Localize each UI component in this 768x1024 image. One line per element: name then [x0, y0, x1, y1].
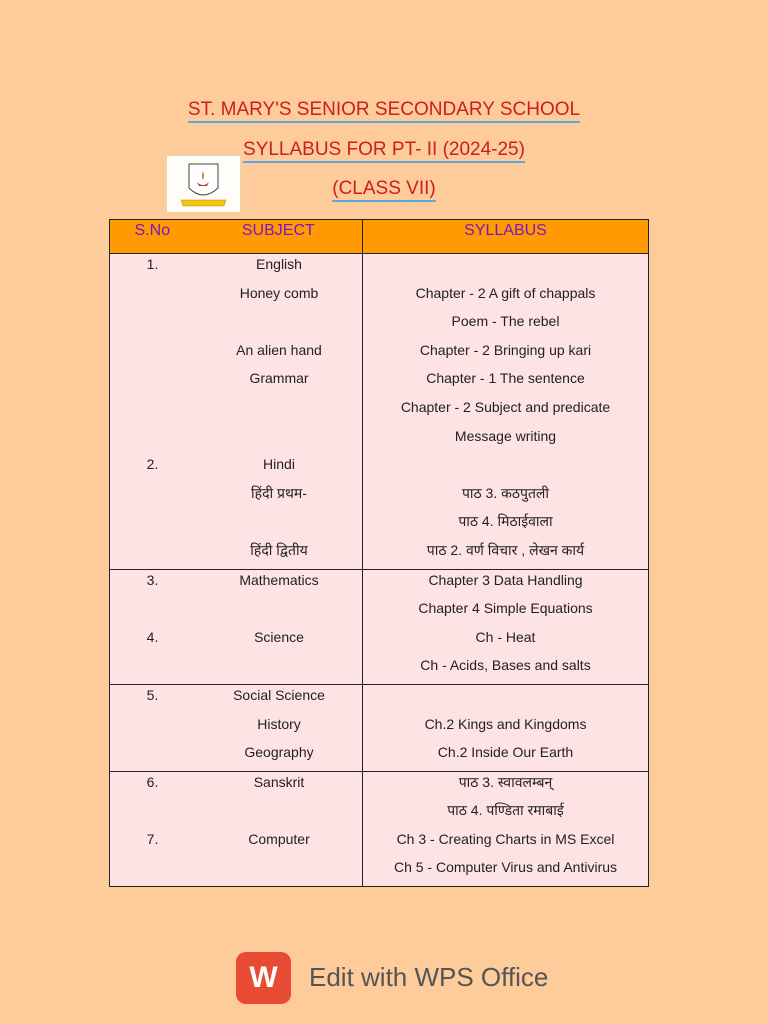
subject-line — [110, 627, 362, 656]
syllabus-item: Ch.2 Inside Our Earth — [437, 744, 574, 761]
subject-name: Hindi — [263, 456, 295, 473]
subject-line — [110, 742, 362, 771]
subject-line — [110, 772, 362, 801]
table-row — [110, 254, 649, 570]
subject-line — [110, 283, 362, 312]
subject-line — [110, 540, 362, 569]
wps-logo-icon: W — [236, 952, 291, 1004]
subject-cell — [110, 684, 363, 771]
table-row — [110, 771, 649, 886]
serial-number: 5. — [146, 686, 159, 703]
table-row — [110, 569, 649, 684]
school-crest-icon — [167, 156, 240, 212]
subject-cell — [110, 771, 363, 886]
subject-cell — [110, 254, 363, 570]
subject-line — [110, 685, 362, 714]
syllabus-item: Ch - Acids, Bases and salts — [420, 657, 591, 674]
subject-line — [110, 655, 362, 684]
syllabus-item: पाठ 2. वर्ण विचार , लेखन कार्य — [426, 541, 585, 558]
subject-line — [110, 800, 362, 829]
syllabus-item: पाठ 3. स्वावलम्बन् — [458, 773, 553, 790]
subject-name: Geography — [244, 744, 314, 761]
subject-name: हिंदी प्रथम- — [251, 484, 307, 501]
syllabus-item: Chapter - 2 Subject and predicate — [400, 398, 611, 415]
subject-name: हिंदी द्वितीय — [250, 541, 308, 558]
syllabus-cell — [363, 771, 649, 886]
subject-line — [110, 570, 362, 599]
subject-name: History — [257, 715, 301, 732]
syllabus-item: Chapter 3 Data Handling — [428, 571, 583, 588]
table-row — [110, 684, 649, 771]
syllabus-cell — [363, 684, 649, 771]
subject-name: Sanskrit — [253, 773, 305, 790]
subject-line — [110, 254, 362, 283]
serial-number: 1. — [146, 256, 159, 272]
syllabus-title: SYLLABUS FOR PT- II (2024-25) — [0, 139, 768, 161]
subject-line — [110, 340, 362, 369]
subject-name: Science — [254, 628, 304, 645]
syllabus-cell — [363, 254, 649, 570]
subject-line — [110, 511, 362, 540]
subject-line — [110, 454, 362, 483]
column-header-syllabus: SYLLABUS — [363, 220, 649, 254]
subject-name: English — [256, 256, 302, 272]
subject-line — [110, 311, 362, 340]
syllabus-cell — [363, 569, 649, 684]
subject-cell — [110, 569, 363, 684]
syllabus-item: पाठ 4. मिठाईवाला — [458, 513, 553, 530]
syllabus-item: Ch - Heat — [475, 628, 536, 645]
column-header-subject: SUBJECT — [241, 222, 315, 239]
header-sno-subject — [110, 220, 363, 254]
subject-line — [110, 397, 362, 426]
syllabus-table — [109, 219, 649, 887]
subject-name: Mathematics — [239, 571, 319, 588]
subject-line — [110, 714, 362, 743]
wps-edit-text: Edit with WPS Office — [309, 962, 549, 992]
syllabus-item: पाठ 3. कठपुतली — [461, 484, 550, 501]
syllabus-item: Ch 5 - Computer Virus and Antivirus — [393, 859, 618, 876]
subject-line — [110, 598, 362, 627]
subject-line — [110, 426, 362, 455]
subject-name: Computer — [248, 830, 310, 847]
syllabus-item — [363, 454, 648, 483]
subject-line — [110, 368, 362, 397]
subject-name: Honey comb — [239, 284, 319, 301]
subject-line — [110, 857, 362, 886]
subject-name: An alien hand — [236, 341, 322, 358]
subject-line — [110, 829, 362, 858]
syllabus-item: Chapter - 2 Bringing up kari — [419, 341, 592, 358]
syllabus-item: Chapter - 2 A gift of chappals — [415, 284, 596, 301]
syllabus-item — [363, 254, 648, 283]
serial-number: 3. — [146, 571, 159, 588]
serial-number: 4. — [146, 628, 159, 645]
syllabus-item: Ch 3 - Creating Charts in MS Excel — [396, 830, 615, 847]
syllabus-item: Ch.2 Kings and Kingdoms — [424, 715, 587, 732]
school-logo — [166, 155, 241, 213]
subject-name: Grammar — [249, 370, 309, 387]
school-name: ST. MARY'S SENIOR SECONDARY SCHOOL — [0, 99, 768, 121]
serial-number: 6. — [146, 773, 159, 790]
class-title: (CLASS VII) — [0, 178, 768, 200]
serial-number: 7. — [146, 830, 159, 847]
serial-number: 2. — [146, 456, 159, 473]
column-header-sno: S.No — [134, 222, 171, 239]
subject-line — [110, 483, 362, 512]
syllabus-item — [363, 685, 648, 714]
wps-banner[interactable] — [236, 952, 556, 1004]
subject-name: Social Science — [233, 686, 325, 703]
syllabus-item: Chapter - 1 The sentence — [426, 370, 585, 387]
syllabus-item: Message writing — [454, 427, 557, 444]
syllabus-item: Chapter 4 Simple Equations — [418, 600, 593, 617]
syllabus-item: Poem - The rebel — [451, 313, 560, 330]
syllabus-item: पाठ 4. पण्डिता रमाबाई — [447, 802, 564, 819]
